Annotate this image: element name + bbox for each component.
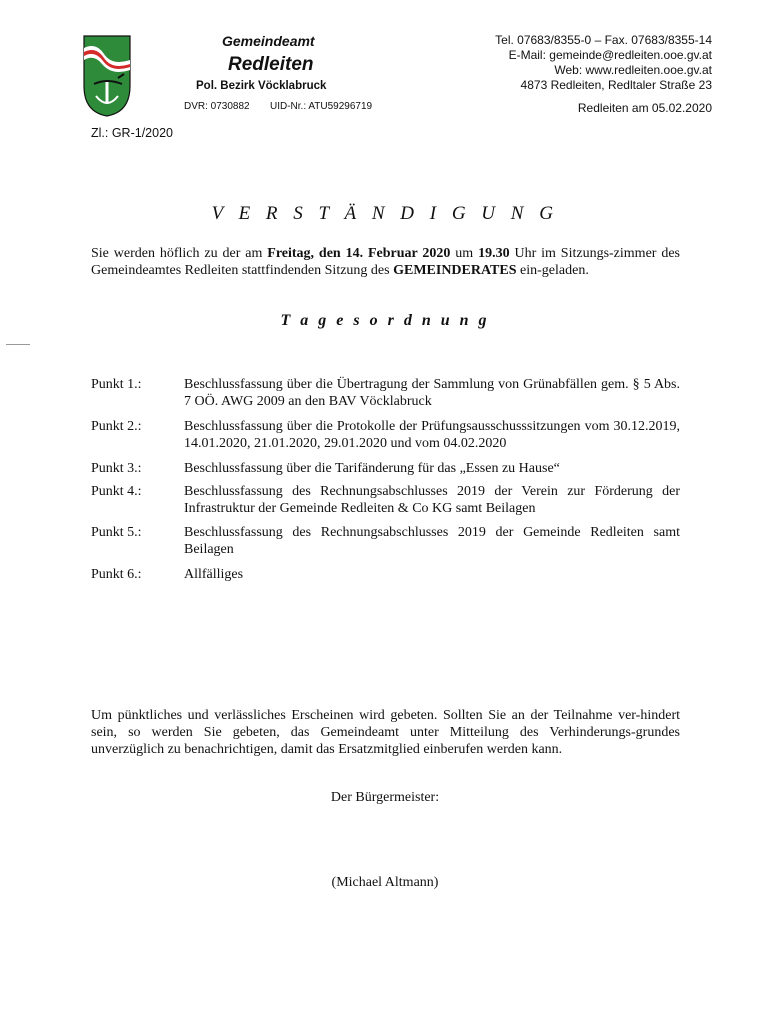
agenda-item	[91, 483, 680, 517]
agenda-item	[91, 460, 680, 477]
agenda-item	[91, 566, 680, 583]
agenda-item-label: Punkt 5.:	[91, 525, 142, 540]
agenda-item-label: Punkt 4.:	[91, 484, 142, 499]
agenda-item-text: Beschlussfassung über die Übertragung der Sammlung von Grünabfällen gem. § 5 Abs. 7 OÖ. AWG 2009 an den BAV Vöcklabruck	[184, 377, 680, 409]
closing-paragraph: Um pünktliches und verlässliches Erscheinen wird gebeten. Sollten Sie an der Teilnahme ver-hindert sein, so werden Sie gebeten, das Gemeindeamt unter Mitteilung des Verhinderungs-grundes unverzüglich zu benachrichtigen, damit das Ersatzmitglied einberufen werden kann.	[91, 708, 680, 757]
meeting-date: Freitag, den 14. Februar 2020	[267, 246, 451, 261]
agenda-item	[91, 418, 680, 452]
dvr-number: DVR: 0730882	[184, 101, 250, 112]
agenda-item	[91, 376, 680, 410]
uid-number: UID-Nr.: ATU59296719	[270, 101, 373, 112]
intro-paragraph	[91, 245, 680, 279]
agenda-item-label: Punkt 2.:	[91, 419, 142, 434]
agenda-item-text: Beschlussfassung des Rechnungsabschlusses 2019 der Verein zur Förderung der Infrastruktur der Gemeinde Redleiten & Co KG samt Beilagen	[184, 484, 680, 516]
document-title: V E R S T Ä N D I G U N G	[211, 203, 559, 224]
agenda-item-text: Beschlussfassung des Rechnungsabschlusses 2019 der Gemeinde Redleiten samt Beilagen	[184, 525, 680, 557]
agenda-title: T a g e s o r d n u n g	[280, 312, 490, 329]
contact-phone: Tel. 07683/8355-0 – Fax. 07683/8355-14	[495, 33, 712, 47]
agenda-item-text: Allfälliges	[184, 567, 244, 582]
meeting-time: 19.30	[478, 246, 510, 261]
contact-web: Web: www.redleiten.ooe.gv.at	[554, 63, 712, 77]
agenda-item-label: Punkt 6.:	[91, 567, 142, 582]
intro-text-4: ein-geladen.	[516, 263, 589, 278]
signatory-name: (Michael Altmann)	[331, 875, 439, 890]
org-district: Pol. Bezirk Vöcklabruck	[196, 80, 327, 92]
council-name: GEMEINDERATES	[393, 263, 517, 278]
margin-mark	[6, 344, 30, 345]
letter-date: Redleiten am 05.02.2020	[577, 101, 712, 115]
agenda-item-text: Beschlussfassung über die Protokolle der Prüfungsausschusssitzungen vom 30.12.2019, 14.01.2020, 21.01.2020, 29.01.2020 und vom 04.02.2020	[184, 419, 680, 451]
contact-email: E-Mail: gemeinde@redleiten.ooe.gv.at	[508, 48, 712, 62]
agenda-item-label: Punkt 1.:	[91, 377, 142, 392]
agenda-item-text: Beschlussfassung über die Tarifänderung für das „Essen zu Hause“	[184, 461, 560, 476]
intro-text-1: Sie werden höflich zu der am	[91, 246, 268, 261]
reference-number: Zl.: GR-1/2020	[91, 126, 173, 140]
intro-text-2: um	[450, 246, 479, 261]
intro-text-3: Uhr im Sitzungs-zimmer des Gemeindeamtes Redleiten stattfindenden Sitzung des	[91, 246, 680, 278]
org-name-line2: Redleiten	[228, 54, 314, 75]
org-name-line1: Gemeindeamt	[222, 33, 315, 49]
agenda-item	[91, 524, 680, 558]
signatory-title: Der Bürgermeister:	[330, 790, 440, 805]
agenda-item-label: Punkt 3.:	[91, 461, 142, 476]
coat-of-arms-icon	[82, 34, 132, 118]
contact-address: 4873 Redleiten, Redltaler Straße 23	[520, 78, 712, 92]
